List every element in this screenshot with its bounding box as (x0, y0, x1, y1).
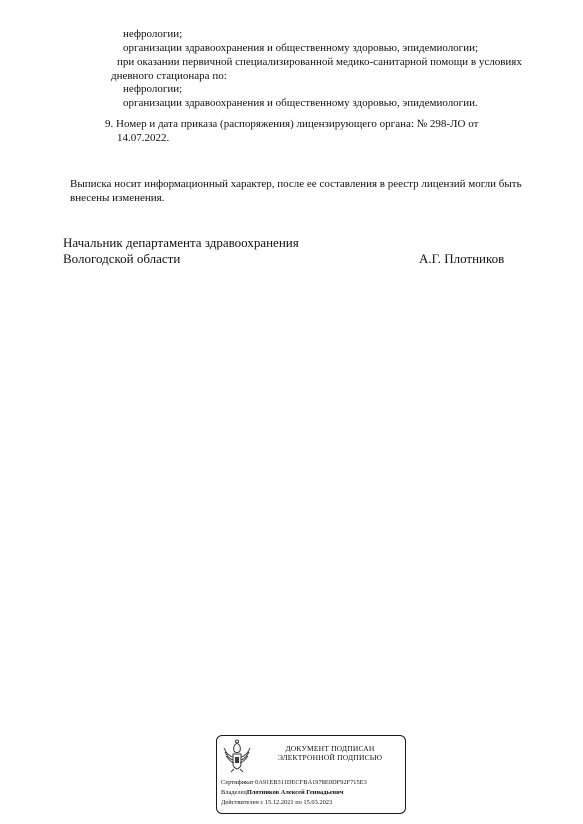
disclaimer-line: Выписка носит информационный характер, после ее составления в реестр лицензий могли быть (70, 178, 522, 190)
body-line: нефрологии; (123, 28, 183, 40)
validity-row: Действителен с 15.12.2021 по 15.03.2023 (221, 799, 333, 806)
owner-name: Плотников Алексей Геннадьевич (246, 789, 344, 796)
certificate-id: 0A91EB311DECFBA1978E0DF92F715E3 (255, 779, 367, 786)
signatory-position: Вологодской области (63, 251, 181, 266)
body-line: организации здравоохранения и общественному здоровью, эпидемиологии; (123, 42, 479, 54)
electronic-signature-stamp (216, 735, 406, 814)
body-line: дневного стационара по: (111, 70, 227, 82)
body-line: организации здравоохранения и общественному здоровью, эпидемиологии. (123, 97, 478, 109)
coat-of-arms-icon (221, 739, 253, 773)
signatory-position: Начальник департамента здравоохранения (63, 235, 299, 250)
certificate-row: Сертификат 0A91EB311DECFBA1978E0DF92F715E3 (221, 779, 367, 786)
signatory-name: А.Г. Плотников (419, 251, 505, 266)
order-date-line: 14.07.2022. (117, 132, 170, 144)
stamp-title: ДОКУМЕНТ ПОДПИСАН ЭЛЕКТРОННОЙ ПОДПИСЬЮ (277, 744, 383, 762)
disclaimer-line: внесены изменения. (70, 192, 165, 204)
owner-row: ВладелецПлотников Алексей Геннадьевич (221, 789, 344, 796)
body-line: при оказании первичной специализированной медико-санитарной помощи в условиях (117, 56, 522, 68)
body-line: нефрологии; (123, 83, 183, 95)
order-number-line: 9. Номер и дата приказа (распоряжения) лицензирующего органа: № 298-ЛО от (105, 118, 479, 130)
